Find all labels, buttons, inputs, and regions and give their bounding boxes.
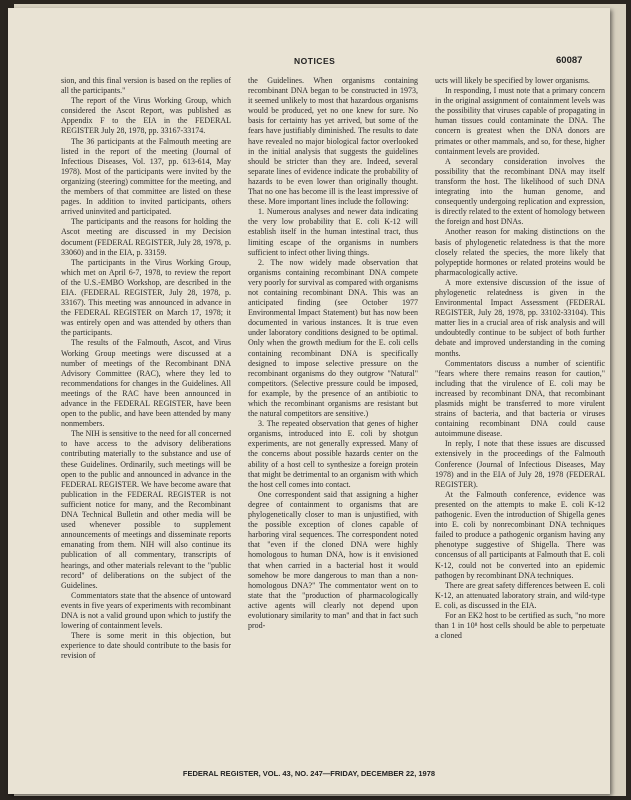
paragraph: sion, and this final version is based on the replies of all the participants.": [61, 76, 231, 96]
paragraph: A more extensive discussion of the issue of phylogenetic relatedness is given in the Environmental Impact Assessment (FEDERAL REGISTER, July 28, 1978, pp. 33102-33104). This matter lies in a crucial area of risk analysis and will undoubtedly continue to be subject of both further debate and improved understanding in the coming months.: [435, 277, 605, 358]
paragraph: There are great safety differences between E. coli K-12, an attenuated laboratory strain, and wild-type E. coli, as discussed in the EIA.: [435, 580, 605, 610]
paragraph: One correspondent said that assigning a higher degree of containment to organisms that are phylogenetically closer to man is unjustified, with the possible exception of clones capable of harboring viral sequences. The correspondent noted that "even if the cloned DNA were highly homologous to human DNA, how is it envisioned that when carried in a bacterial host it would somehow be more dangerous to man than a non-homologous DNA?" The commentator went on to state that the "production of pharmacologically active agents will clearly not depend upon evolutionary similarity to man" and that in fact such prod-: [248, 489, 418, 631]
paragraph: The results of the Falmouth, Ascot, and Virus Working Group meetings were discussed at a number of meetings of the Recombinant DNA Advisory Committee (RAC), where they led to recommendations for changes in the Guidelines. All meetings of the RAC have been announced in advance in the FEDERAL REGISTER, have been open to the public, and have been attended by many nonmembers.: [61, 338, 231, 429]
paragraph: For an EK2 host to be certified as such, "no more than 1 in 10⁸ host cells should be able to perpetuate a cloned: [435, 610, 605, 641]
paragraph: In responding, I must note that a primary concern in the original assignment of containment levels was the possibility that viruses capable of propagating in human tissues could contaminate the DNA. The concern is greatest when the DNA donors are primates or other mammals, and so, for these, higher containment levels are provided.: [435, 86, 605, 156]
paragraph: Commentators state that the absence of untoward events in five years of experiments with recombinant DNA is not a valid ground upon which to justify the lowering of containment levels.: [61, 590, 231, 631]
paragraph: 1. Numerous analyses and newer data indicating the very low probability that E. coli K-12 will establish itself in the human intestinal tract, thus limiting escape of the organisms in numbers sufficient to infect other living things.: [248, 207, 418, 257]
page-footer: FEDERAL REGISTER, VOL. 43, NO. 247—FRIDAY, DECEMBER 22, 1978: [182, 769, 436, 778]
paragraph: At the Falmouth conference, evidence was presented on the attempts to make E. coli K-12 pathogenic. Even the introduction of Shigella genes into E. coli by nonrecombinant DNA techniques failed to produce a pathogenic organism having any phenotype suggestive of Shigella. There was concensus of all participants at Falmouth that E. coli K-12, could not be converted into an epidemic pathogen by recombinant DNA techniques.: [435, 489, 605, 580]
text-column-1: [61, 76, 231, 766]
paragraph: 3. The repeated observation that genes of higher organisms, introduced into E. coli by shotgun experiments, are not generally expressed. Many of the concerns about possible hazards center on the ability of a host cell to synthesize a foreign protein that might be detrimental to an organism with which the host cell comes into contact.: [248, 419, 418, 489]
paragraph: The 36 participants at the Falmouth meeting are listed in the report of the meeting (Journal of Infectious Diseases, Vol. 137, pp. 613-614, May 1978). Most of the participants were invited by the organizing (steering) committee for the meeting, and the members of that committee are listed on these pages. In addition to invited participants, others arrived uninvited and participated.: [61, 136, 231, 217]
paragraph: The NIH is sensitive to the need for all concerned to have access to the advisory deliberations contributing materially to the substance and use of these Guidelines. Ordinarily, such meetings will be open to the public and announced in advance in the FEDERAL REGISTER. We have become aware that publication in the FEDERAL REGISTER is not sufficient notice for many, and the Recombinant DNA Technical Bulletin and other media will be used whenever possible to supplement announcements of meetings and disseminate reports emanating from them. NIH will also continue its publication of all commentary, transcripts of hearings, and other materials relevant to the "public record" of deliberations on the subject of the Guidelines.: [61, 429, 231, 590]
paragraph: Another reason for making distinctions on the basis of phylogenetic relatedness is that the more closely related the species, the more likely that polypeptide hormones or related proteins would be pharmacologically active.: [435, 227, 605, 277]
text-column-2: [248, 76, 418, 766]
paragraph: In reply, I note that these issues are discussed extensively in the proceedings of the Falmouth Conference (Journal of Infectious Diseases, May 1978) and in the EIA of July 28, 1978 (FEDERAL REGISTER).: [435, 439, 605, 489]
text-column-3: [435, 76, 605, 766]
paragraph: The report of the Virus Working Group, which considered the Ascot Report, was published as Appendix F to the EIA in the FEDERAL REGISTER July 28, 1978, pp. 33167-33174.: [61, 96, 231, 136]
paragraph: 2. The now widely made observation that organisms containing recombinant DNA compete very poorly for survival as compared with organisms not containing recombinant DNA. This was an anticipated finding (see October 1977 Environmental Impact Statement) but has now been documented in various instances. It is true even under laboratory conditions designed to be optimal. Only when the growth medium for the E. coli cells containing recombinant DNA is specifically designed to impose selective pressure on the recombinant organisms do they outgrow "Natural" competitors. (Selective pressure could be imposed, for example, by the presence of an antibiotic to which the recombinant organisms are resistant but the natural competitors are sensitive.): [248, 257, 418, 419]
paragraph: ucts will likely be specified by lower organisms.: [435, 76, 590, 85]
paragraph: Commentators discuss a number of scientific "fears where there remains reason for caution," including that the virulence of E. coli may be increased by recombinant DNA, that recombinant plasmids might be transferred to more virulent strains of bacteria, and that bacteria or viruses containing recombinant DNA could cause autoimmune disease.: [435, 358, 605, 439]
document-page: [8, 8, 610, 794]
section-heading: NOTICES: [294, 56, 336, 66]
page-number: 60087: [556, 55, 583, 66]
paragraph: A secondary consideration involves the possibility that the recombinant DNA may itself transform the host. The likelihood of such DNA integrating into the human genome, and consequently undergoing replication and expression, is directly related to the extent of homology between the foreign and host DNAs.: [435, 156, 605, 227]
paragraph: The participants and the reasons for holding the Ascot meeting are discussed in my Decision document (FEDERAL REGISTER, July 28, 1978, p. 33060) and in the EIA, p. 33159.: [61, 217, 231, 257]
paragraph: There is some merit in this objection, but experience to date should contribute to the basis for revision of: [61, 631, 231, 661]
paragraph: the Guidelines. When organisms containing recombinant DNA began to be constructed in 1973, it seemed unlikely to most that hazardous organisms would be produced, yet no one knew for sure. No basis for certainty has yet arrived, but some of the fears have justifiably diminished. The results to date have revealed no major biological factor overlooked in the initial analysis that suggests the guidelines should be stricter than they are. Indeed, several separate lines of evidence indicate the probability of hazards to be even lower than originally thought. That no one has become ill is the least impressive of these. More important lines include the following:: [248, 76, 418, 207]
paragraph: The participants in the Virus Working Group, which met on April 6-7, 1978, to review the report of the U.S.-EMBO Workshop, are described in the EIA. (FEDERAL REGISTER, July 28, 1978, p. 33167). This meeting was announced in advance in the FEDERAL REGISTER on March 17, 1978; it was entirely open and was attended by others than the participants.: [61, 257, 231, 338]
